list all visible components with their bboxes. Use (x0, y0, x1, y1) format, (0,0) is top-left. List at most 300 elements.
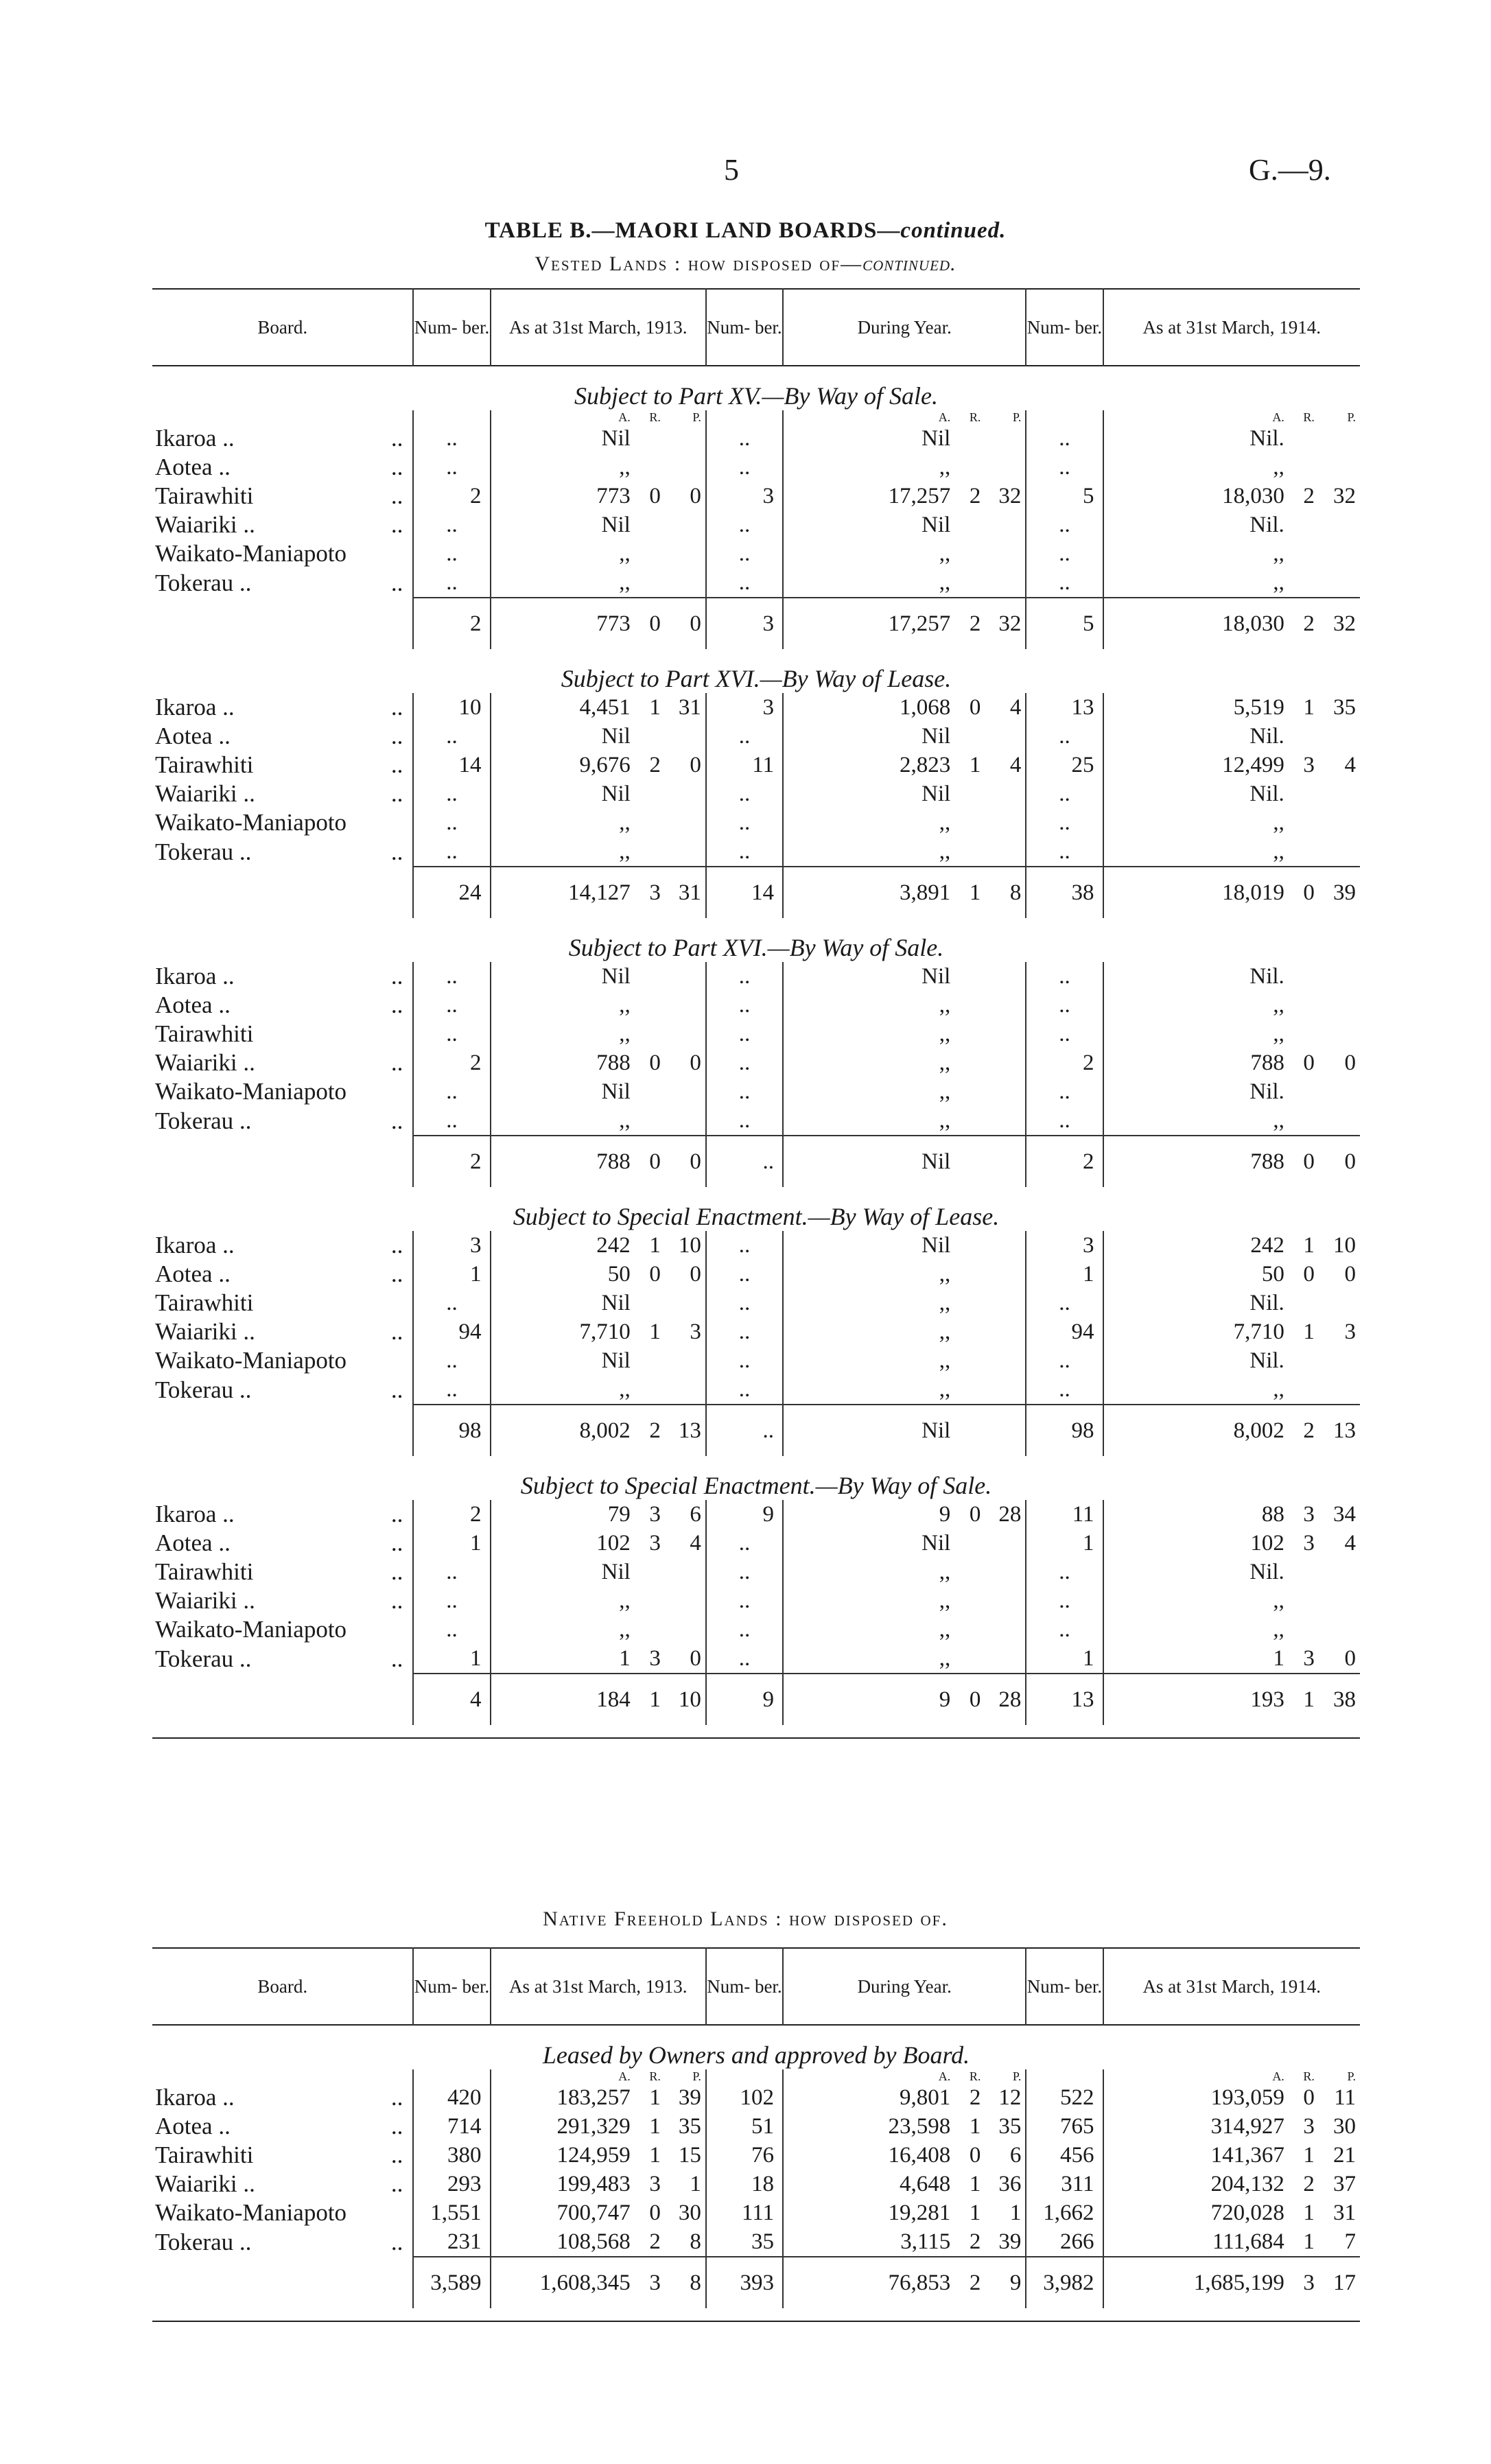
cell-number-1913: 1,551 (413, 2198, 490, 2227)
cell-perches-1913: 4 (665, 1529, 706, 1558)
cell-perches-1913: 3 (665, 1317, 706, 1346)
cell-number-year: .. (706, 779, 783, 808)
cell-perches-1913: 0 (665, 751, 706, 779)
table-row (152, 722, 1360, 751)
unit-label: P. (1347, 410, 1356, 424)
cell-acres-1913: 4,451 (579, 695, 631, 720)
cell-acres-1914: ,, (1273, 455, 1284, 480)
cell-roods-1913 (635, 1615, 665, 1644)
closing-rule-cell (152, 1725, 1360, 1738)
cell-roods-1914: 1 (1303, 2229, 1315, 2254)
cell-acres-1913: ,, (619, 455, 631, 480)
cell-perches-1914 (1319, 1289, 1360, 1317)
unit-spacer (152, 410, 413, 424)
cell-perches-1914: 34 (1333, 1502, 1356, 1527)
unit-row (152, 410, 1360, 424)
cell-number-1913: .. (413, 1020, 490, 1048)
cell-acres-1913: 7,710 (579, 1319, 631, 1344)
cell-perches-1913 (665, 1346, 706, 1375)
cell-number-1914: 1 (1026, 1644, 1103, 1674)
cell-roods-1914 (1289, 1615, 1319, 1644)
unit-label: R. (969, 2069, 981, 2083)
cell-number-year: .. (706, 1375, 783, 1405)
table-title-continued: continued. (900, 218, 1007, 243)
cell-roods-1914: 1 (1303, 695, 1315, 720)
total-number-1914: 3,982 (1026, 2257, 1103, 2308)
cell-roods-1913 (635, 722, 665, 751)
table-row (152, 751, 1360, 779)
cell-acres-1913: ,, (619, 570, 631, 595)
total-row (152, 867, 1360, 918)
section-heading: Subject to Part XVI.—By Way of Sale. (568, 934, 944, 961)
cell-roods-1913: 1 (649, 1319, 661, 1344)
cell-perches-1914: 31 (1333, 2201, 1356, 2225)
board-name (152, 962, 413, 991)
table-row (152, 568, 1360, 598)
section-heading-row (152, 2025, 1360, 2069)
cell-number-1914: .. (1026, 1346, 1103, 1375)
cell-acres-1914: ,, (1273, 1588, 1284, 1613)
total-roods-year: 0 (954, 1674, 985, 1725)
leader-dots: .. (390, 1049, 403, 1076)
cell-number-1914: .. (1026, 1020, 1103, 1048)
cell-acres-year: Nil (921, 1531, 951, 1556)
total-roods-1914: 2 (1289, 598, 1319, 649)
cell-perches-1913 (665, 837, 706, 867)
cell-acres-1913: Nil (601, 1291, 631, 1315)
leader-dots: .. (390, 1232, 403, 1258)
total-acres-year: Nil (783, 1405, 954, 1456)
total-perches-1914: 0 (1319, 1136, 1360, 1187)
unit-label: R. (1303, 2069, 1315, 2083)
cell-acres-1914: 314,927 (1210, 2114, 1284, 2139)
total-roods-1914: 0 (1289, 1136, 1319, 1187)
total-label-spacer (152, 2257, 413, 2308)
board-label: Waiariki .. (155, 1587, 255, 1614)
total-roods-1914: 3 (1289, 2257, 1319, 2308)
table-row (152, 1231, 1360, 1260)
cell-number-1914: .. (1026, 808, 1103, 837)
column-header-as-at-1913: As at 31st March, 1913. (491, 1948, 706, 2025)
cell-acres-1914: Nil. (1249, 964, 1284, 989)
unit-label: A. (1272, 2069, 1284, 2083)
cell-acres-year: ,, (939, 1377, 951, 1402)
cell-roods-year (954, 722, 985, 751)
total-roods-1913: 0 (635, 598, 665, 649)
total-number-year: 393 (706, 2257, 783, 2308)
cell-acres-1914: 141,367 (1210, 2143, 1284, 2168)
cell-number-1913: .. (413, 1289, 490, 1317)
board-label: Waikato-Maniapoto (155, 1078, 347, 1105)
leader-dots: .. (390, 425, 403, 451)
cell-acres-1913: 242 (596, 1233, 631, 1258)
board-label: Waikato-Maniapoto (155, 1616, 347, 1643)
cell-number-year: 3 (706, 693, 783, 722)
cell-acres-1914: 1 (1273, 1646, 1284, 1671)
section-heading: Subject to Special Enactment.—By Way of Sale. (520, 1472, 992, 1499)
board-name (152, 2083, 413, 2112)
board-label: Tairawhiti (155, 482, 254, 509)
cell-number-1913: 380 (413, 2141, 490, 2170)
cell-perches-year: 36 (985, 2170, 1026, 2198)
cell-number-1914: 765 (1026, 2112, 1103, 2141)
cell-roods-1913 (635, 1106, 665, 1136)
total-perches-year: 9 (985, 2257, 1026, 2308)
column-header-number-1913: Num- ber. (413, 289, 490, 366)
total-roods-1914: 1 (1289, 1674, 1319, 1725)
cell-perches-year (985, 1260, 1026, 1289)
vested-header-row (152, 289, 1360, 366)
cell-number-year: .. (706, 1615, 783, 1644)
cell-acres-1914: Nil. (1249, 1291, 1284, 1315)
cell-roods-1914 (1289, 568, 1319, 598)
cell-number-1913: .. (413, 511, 490, 539)
cell-acres-year: ,, (939, 810, 951, 835)
board-name (152, 693, 413, 722)
cell-roods-year (954, 1346, 985, 1375)
total-label-spacer (152, 867, 413, 918)
board-name (152, 2141, 413, 2170)
board-name (152, 991, 413, 1020)
cell-acres-year: ,, (939, 1588, 951, 1613)
board-name (152, 722, 413, 751)
unit-spacer (1026, 2069, 1103, 2083)
column-header-as-at-1914: As at 31st March, 1914. (1142, 317, 1321, 338)
cell-roods-year (954, 1529, 985, 1558)
table-row (152, 1375, 1360, 1405)
cell-perches-1913 (665, 1586, 706, 1615)
cell-roods-1913: 3 (649, 1502, 661, 1527)
cell-acres-1914: 5,519 (1233, 695, 1284, 720)
cell-perches-1913 (665, 808, 706, 837)
cell-perches-1913 (665, 1077, 706, 1106)
cell-acres-1913: 102 (596, 1531, 631, 1556)
cell-perches-1913: 0 (665, 482, 706, 511)
board-label: Waikato-Maniapoto (155, 540, 347, 567)
cell-roods-1913 (635, 539, 665, 568)
cell-perches-year: 4 (985, 693, 1026, 722)
cell-roods-year (954, 779, 985, 808)
cell-perches-year (985, 962, 1026, 991)
cell-acres-1914: ,, (1273, 993, 1284, 1018)
unit-label: P. (665, 2069, 706, 2083)
cell-perches-1914: 0 (1344, 1051, 1356, 1075)
board-name (152, 1260, 413, 1289)
cell-roods-1913 (635, 1020, 665, 1048)
cell-roods-1914: 1 (1303, 2201, 1315, 2225)
freehold-header-row (152, 1948, 1360, 2025)
column-header-number-year: Num- ber. (706, 1948, 783, 2025)
native-freehold-table (152, 1947, 1360, 2322)
cell-number-1913: .. (413, 962, 490, 991)
cell-number-1914: .. (1026, 722, 1103, 751)
cell-roods-1914: 0 (1303, 1262, 1315, 1287)
cell-roods-year (954, 1020, 985, 1048)
total-number-year: .. (706, 1136, 783, 1187)
total-roods-1913: 0 (635, 1136, 665, 1187)
cell-perches-1914: 3 (1344, 1319, 1356, 1344)
board-name (152, 568, 413, 598)
cell-perches-1914: 37 (1333, 2172, 1356, 2196)
cell-number-1914: 1,662 (1026, 2198, 1103, 2227)
cell-number-year: .. (706, 1077, 783, 1106)
cell-acres-year: 23,598 (888, 2114, 951, 2139)
cell-perches-1914: 21 (1333, 2143, 1356, 2168)
total-perches-1914: 32 (1319, 598, 1360, 649)
cell-number-year: 9 (706, 1500, 783, 1529)
cell-perches-1913: 6 (665, 1500, 706, 1529)
total-acres-1913: 14,127 (491, 867, 635, 918)
leader-dots: .. (390, 838, 403, 865)
cell-perches-1914 (1319, 1346, 1360, 1375)
cell-number-year: .. (706, 453, 783, 482)
board-label: Tokerau .. (155, 838, 252, 865)
cell-acres-1914: 193,059 (1210, 2085, 1284, 2110)
cell-acres-1913: ,, (619, 810, 631, 835)
section-heading-row (152, 649, 1360, 693)
cell-roods-year (954, 1615, 985, 1644)
cell-acres-1913: 773 (596, 484, 631, 508)
vested-subtitle-text: Vested Lands : how disposed of— (535, 253, 863, 275)
board-label: Aotea .. (155, 992, 231, 1018)
cell-roods-year (954, 539, 985, 568)
document-reference: G.—9. (1249, 153, 1331, 187)
board-label: Waikato-Maniapoto (155, 809, 347, 836)
cell-number-year: 102 (706, 2083, 783, 2112)
cell-roods-1914: 3 (1303, 1646, 1315, 1671)
cell-perches-year (985, 808, 1026, 837)
total-acres-1913: 8,002 (491, 1405, 635, 1456)
table-row (152, 453, 1360, 482)
cell-number-year: .. (706, 1231, 783, 1260)
cell-acres-1913: ,, (619, 1022, 631, 1046)
cell-acres-year: ,, (939, 1051, 951, 1075)
cell-roods-1913: 3 (649, 1646, 661, 1671)
cell-acres-1913: ,, (619, 1377, 631, 1402)
cell-number-1914: .. (1026, 1615, 1103, 1644)
cell-roods-1913: 3 (649, 2172, 661, 2196)
board-name (152, 2112, 413, 2141)
cell-perches-year (985, 1231, 1026, 1260)
unit-label: R. (969, 410, 981, 424)
cell-perches-1914: 0 (1344, 1262, 1356, 1287)
cell-perches-year (985, 511, 1026, 539)
cell-perches-year (985, 779, 1026, 808)
board-name (152, 1106, 413, 1136)
cell-roods-1914 (1289, 837, 1319, 867)
cell-perches-1914 (1319, 837, 1360, 867)
total-perches-1913: 13 (665, 1405, 706, 1456)
board-name (152, 2227, 413, 2257)
column-header-as-at-1913: As at 31st March, 1913. (491, 289, 706, 366)
cell-roods-1913 (635, 1077, 665, 1106)
cell-number-year: .. (706, 722, 783, 751)
total-acres-1913: 1,608,345 (491, 2257, 635, 2308)
cell-perches-year (985, 1615, 1026, 1644)
cell-number-1914: .. (1026, 424, 1103, 453)
board-label: Ikaroa .. (155, 425, 235, 451)
cell-number-year: 11 (706, 751, 783, 779)
table-row (152, 1586, 1360, 1615)
table-row (152, 424, 1360, 453)
unit-label: A. (1272, 410, 1284, 424)
cell-acres-year: ,, (939, 1108, 951, 1133)
cell-number-1914: .. (1026, 962, 1103, 991)
cell-number-1914: 11 (1026, 1500, 1103, 1529)
leader-dots: .. (390, 511, 403, 538)
leader-dots: .. (390, 751, 403, 778)
cell-number-1913: .. (413, 808, 490, 837)
leader-dots: .. (390, 1558, 403, 1585)
total-acres-1914: 18,019 (1103, 867, 1289, 918)
cell-roods-year: 1 (969, 2172, 981, 2196)
leader-dots: .. (390, 780, 403, 807)
cell-roods-1914 (1289, 424, 1319, 453)
cell-number-year: .. (706, 1529, 783, 1558)
cell-acres-1913: ,, (619, 1588, 631, 1613)
board-name (152, 539, 413, 568)
cell-number-year: 35 (706, 2227, 783, 2257)
cell-roods-year (954, 1644, 985, 1674)
cell-roods-1913: 2 (649, 753, 661, 777)
board-label: Tokerau .. (155, 2228, 252, 2255)
board-label: Aotea .. (155, 723, 231, 749)
leader-dots: .. (390, 723, 403, 749)
cell-perches-year: 12 (985, 2083, 1026, 2112)
cell-perches-1913 (665, 1375, 706, 1405)
board-label: Tokerau .. (155, 1376, 252, 1403)
total-acres-1914: 788 (1103, 1136, 1289, 1187)
unit-spacer (413, 2069, 490, 2083)
cell-perches-year (985, 424, 1026, 453)
board-name (152, 808, 413, 837)
cell-roods-1914 (1289, 453, 1319, 482)
cell-perches-1913 (665, 424, 706, 453)
total-number-1914: 5 (1026, 598, 1103, 649)
cell-acres-year: Nil (921, 513, 951, 537)
cell-number-year: .. (706, 1020, 783, 1048)
cell-number-1913: 2 (413, 482, 490, 511)
cell-number-year: .. (706, 539, 783, 568)
table-row (152, 1529, 1360, 1558)
cell-perches-year: 35 (985, 2112, 1026, 2141)
table-row (152, 2198, 1360, 2227)
closing-rule-cell (152, 2308, 1360, 2321)
cell-roods-year: 1 (969, 753, 981, 777)
cell-acres-1914: 204,132 (1210, 2172, 1284, 2196)
total-acres-year: 76,853 (783, 2257, 954, 2308)
cell-roods-1913: 2 (649, 2229, 661, 2254)
cell-acres-1913: 199,483 (556, 2172, 631, 2196)
cell-perches-1914: 4 (1344, 1531, 1356, 1556)
board-label: Waiariki .. (155, 2170, 255, 2197)
cell-roods-year: 0 (969, 695, 981, 720)
total-number-1914: 2 (1026, 1136, 1103, 1187)
board-name (152, 1529, 413, 1558)
cell-roods-1914 (1289, 808, 1319, 837)
cell-roods-1913 (635, 837, 665, 867)
cell-roods-year (954, 1048, 985, 1077)
cell-acres-year: Nil (921, 964, 951, 989)
unit-label: R. (1303, 410, 1315, 424)
cell-perches-1913 (665, 1289, 706, 1317)
cell-number-1913: 231 (413, 2227, 490, 2257)
total-acres-1914: 193 (1103, 1674, 1289, 1725)
cell-number-1914: .. (1026, 1558, 1103, 1586)
total-number-1914: 13 (1026, 1674, 1103, 1725)
cell-number-year: .. (706, 837, 783, 867)
board-label: Tokerau .. (155, 1645, 252, 1672)
cell-perches-1913: 31 (665, 693, 706, 722)
board-label: Tairawhiti (155, 1289, 254, 1316)
board-name (152, 482, 413, 511)
cell-perches-1914: 32 (1333, 484, 1356, 508)
total-number-1913: 24 (413, 867, 490, 918)
cell-acres-1913: 108,568 (556, 2229, 631, 2254)
cell-acres-year: ,, (939, 1291, 951, 1315)
cell-perches-1914 (1319, 1558, 1360, 1586)
cell-perches-1913: 30 (665, 2198, 706, 2227)
cell-acres-1913: 291,329 (556, 2114, 631, 2139)
cell-roods-1914: 0 (1303, 2085, 1315, 2110)
cell-roods-1913 (635, 991, 665, 1020)
leader-dots: .. (390, 1501, 403, 1527)
cell-number-year: .. (706, 1586, 783, 1615)
table-row (152, 2227, 1360, 2257)
cell-number-1914: 311 (1026, 2170, 1103, 2198)
board-name (152, 2198, 413, 2227)
table-row (152, 991, 1360, 1020)
cell-roods-1914 (1289, 779, 1319, 808)
cell-roods-1913 (635, 1375, 665, 1405)
leader-dots: .. (390, 963, 403, 989)
cell-perches-1914 (1319, 1615, 1360, 1644)
table-row (152, 808, 1360, 837)
cell-perches-1914 (1319, 453, 1360, 482)
total-perches-year (985, 1136, 1026, 1187)
board-name (152, 837, 413, 867)
cell-number-1913: 10 (413, 693, 490, 722)
cell-roods-1914: 1 (1303, 1233, 1315, 1258)
total-acres-year: 3,891 (783, 867, 954, 918)
unit-row (152, 2069, 1360, 2083)
cell-acres-1914: 111,684 (1212, 2229, 1284, 2254)
table-row (152, 693, 1360, 722)
board-label: Aotea .. (155, 2113, 231, 2139)
total-number-1913: 2 (413, 598, 490, 649)
cell-perches-1913 (665, 991, 706, 1020)
total-label-spacer (152, 1136, 413, 1187)
cell-roods-1913: 0 (649, 1262, 661, 1287)
unit-spacer (413, 410, 490, 424)
cell-perches-1914 (1319, 568, 1360, 598)
cell-acres-year: 2,823 (900, 753, 951, 777)
cell-number-year: .. (706, 1317, 783, 1346)
cell-acres-1913: 1 (619, 1646, 631, 1671)
cell-acres-1913: Nil (601, 964, 631, 989)
cell-number-1914: .. (1026, 539, 1103, 568)
cell-perches-1914 (1319, 1020, 1360, 1048)
cell-number-year: 51 (706, 2112, 783, 2141)
total-row (152, 1405, 1360, 1456)
cell-number-year: .. (706, 808, 783, 837)
cell-number-year: .. (706, 1260, 783, 1289)
leader-dots: .. (390, 2084, 403, 2111)
cell-roods-year (954, 424, 985, 453)
table-title (0, 218, 1491, 244)
cell-acres-1914: Nil. (1249, 513, 1284, 537)
column-header-during-year: During Year. (783, 289, 1026, 366)
